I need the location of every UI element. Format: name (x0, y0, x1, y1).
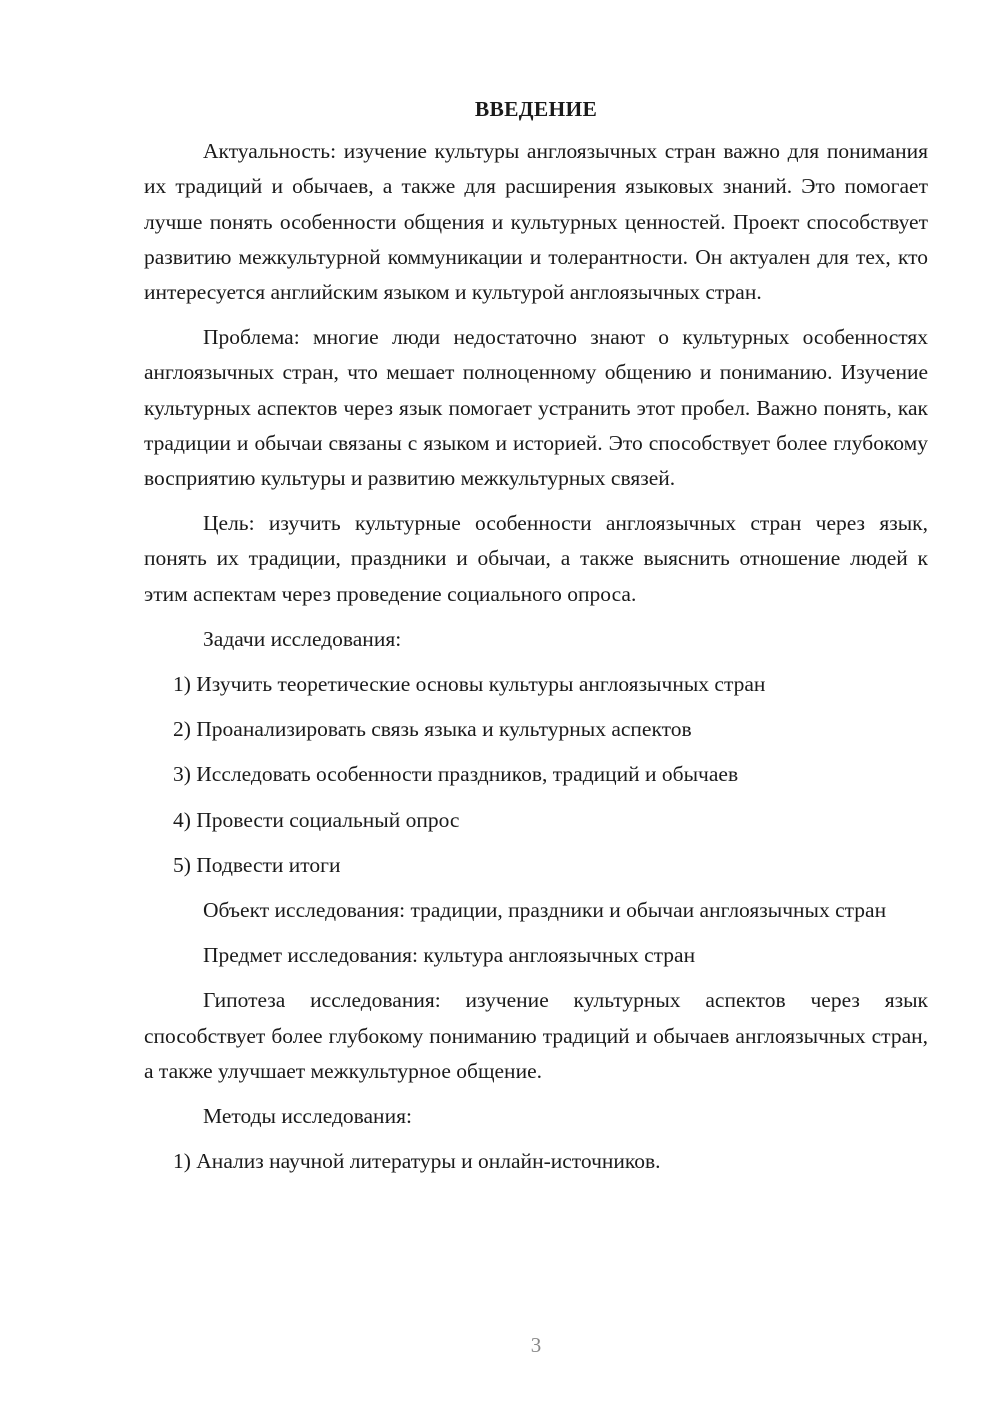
method-item: 1) Анализ научной литературы и онлайн-источников. (173, 1149, 661, 1174)
relevance-paragraph: Актуальность: изучение культуры англоязычных стран важно для понимания их традиций и обычаев, а также для расширения языковых знаний. Это помогает лучше понять особенности общения и культурных ценностей. Проект способствует развитию межкультурной коммуникации и толерантности. Он актуален для тех, кто интересуется английским языком и культурой англоязычных стран. (144, 139, 928, 305)
task-item: 1) Изучить теоретические основы культуры англоязычных стран (173, 672, 766, 697)
page-content (144, 92, 928, 1189)
page-number: 3 (530, 1333, 542, 1357)
problem-paragraph: Проблема: многие люди недостаточно знают о культурных особенностях англоязычных стран, что мешает полноценному общению и пониманию. Изучение культурных аспектов через язык помогает устранить этот пробел. Важно понять, как традиции и обычаи связаны с языком и историей. Это способствует более глубокому восприятию культуры и развитию межкультурных связей. (144, 325, 928, 491)
task-item: 2) Проанализировать связь языка и культурных аспектов (173, 717, 692, 742)
goal-paragraph: Цель: изучить культурные особенности англоязычных стран через язык, понять их традиции, праздники и обычаи, а также выяснить отношение людей к этим аспектам через проведение социального опроса. (144, 511, 928, 606)
hypothesis-paragraph: Гипотеза исследования: изучение культурных аспектов через язык способствует более глубокому пониманию традиций и обычаев англоязычных стран, а также улучшает межкультурное общение. (144, 988, 928, 1083)
subject-paragraph: Предмет исследования: культура англоязычных стран (203, 943, 696, 968)
methods-heading: Методы исследования: (203, 1104, 412, 1129)
task-item: 5) Подвести итоги (173, 852, 341, 877)
task-item: 3) Исследовать особенности праздников, традиций и обычаев (173, 762, 739, 787)
task-item: 4) Провести социальный опрос (173, 807, 460, 832)
object-paragraph: Объект исследования: традиции, праздники и обычаи англоязычных стран (203, 898, 887, 923)
tasks-heading: Задачи исследования: (203, 626, 402, 651)
section-title: ВВЕДЕНИЕ (474, 97, 598, 121)
